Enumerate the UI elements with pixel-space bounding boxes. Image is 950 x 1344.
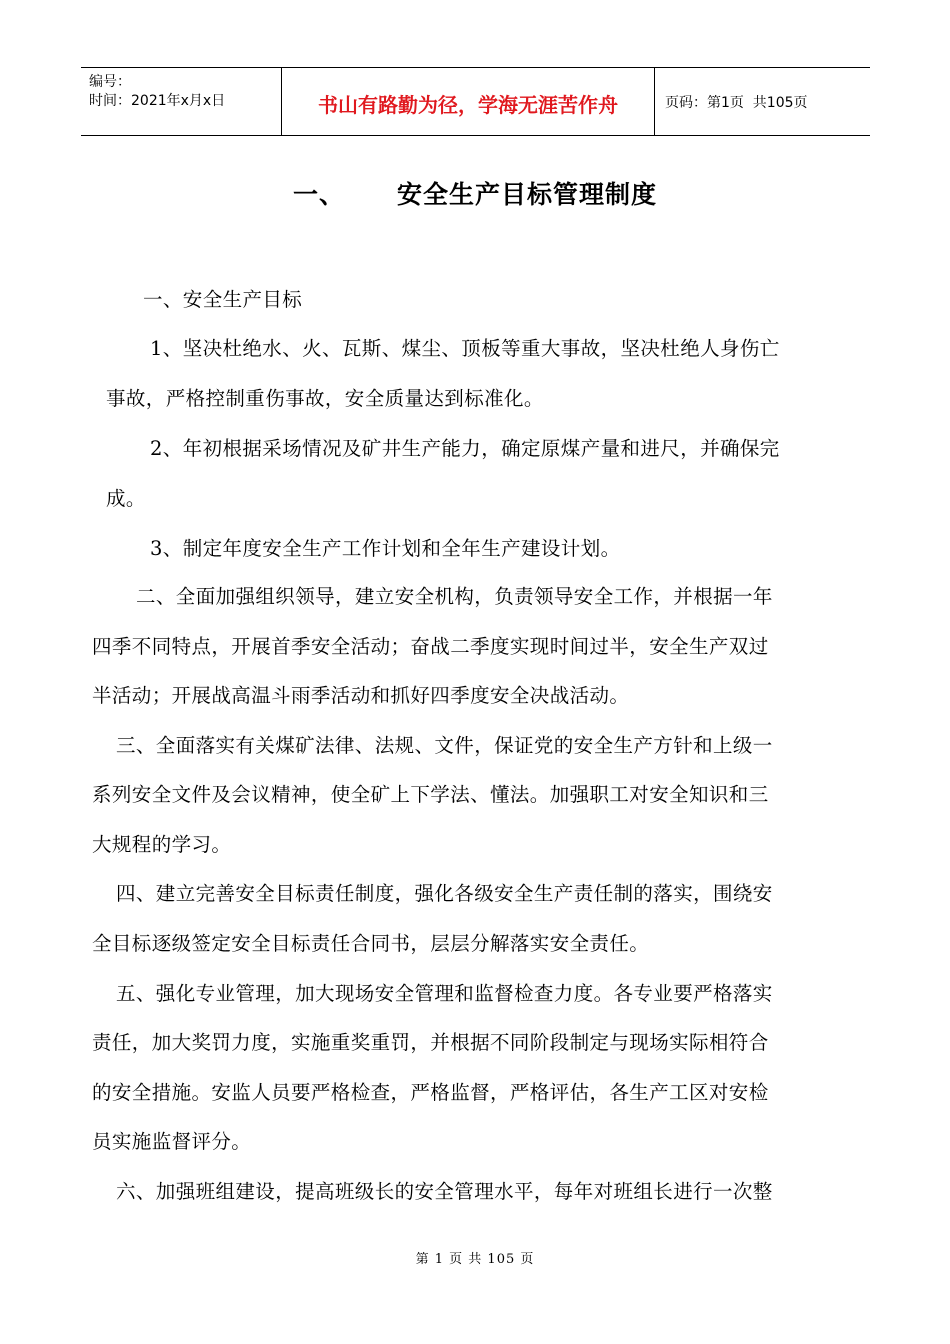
body-line: 六、加强班组建设，提高班级长的安全管理水平，每年对班组长进行一次整	[116, 1180, 773, 1203]
document-title	[0, 175, 950, 211]
header-left-cell	[81, 68, 282, 135]
body-line: 2、年初根据采场情况及矿井生产能力，确定原煤产量和进尺，并确保完	[150, 437, 780, 460]
date-label: 时间：2021年x月x日	[89, 93, 226, 109]
title-text: 安全生产目标管理制度	[397, 180, 658, 209]
body-line: 四季不同特点，开展首季安全活动；奋战二季度实现时间过半，安全生产双过	[92, 635, 769, 658]
body-line: 的安全措施。安监人员要严格检查，严格监督，严格评估，各生产工区对安检	[92, 1081, 769, 1104]
section-heading: 一、安全生产目标	[143, 288, 303, 311]
body-line: 四、建立完善安全目标责任制度，强化各级安全生产责任制的落实，围绕安	[116, 882, 773, 905]
body-line: 大规程的学习。	[92, 833, 232, 856]
serial-number-label: 编号：	[89, 74, 131, 90]
body-line: 五、强化专业管理，加大现场安全管理和监督检查力度。各专业要严格落实	[116, 982, 773, 1005]
header-page-cell	[655, 68, 870, 135]
body-line: 三、全面落实有关煤矿法律、法规、文件，保证党的安全生产方针和上级一	[116, 734, 773, 757]
body-line: 成。	[106, 487, 146, 510]
body-line: 3、制定年度安全生产工作计划和全年生产建设计划。	[150, 537, 621, 560]
page-footer: 第 1 页 共 105 页	[415, 1252, 535, 1267]
body-line: 全目标逐级签定安全目标责任合同书，层层分解落实安全责任。	[92, 932, 650, 955]
body-line: 员实施监督评分。	[92, 1130, 252, 1153]
title-number: 一、	[292, 180, 345, 209]
body-line: 半活动；开展战高温斗雨季活动和抓好四季度安全决战活动。	[92, 684, 630, 707]
body-line: 系列安全文件及会议精神，使全矿上下学法、懂法。加强职工对安全知识和三	[92, 783, 769, 806]
body-line: 二、全面加强组织领导，建立安全机构，负责领导安全工作，并根据一年	[136, 585, 773, 608]
header-table	[81, 67, 870, 136]
header-motto-cell	[282, 68, 655, 135]
body-line: 1、坚决杜绝水、火、瓦斯、煤尘、顶板等重大事故，坚决杜绝人身伤亡	[150, 337, 780, 360]
body-line: 事故，严格控制重伤事故，安全质量达到标准化。	[106, 387, 544, 410]
body-line: 责任，加大奖罚力度，实施重奖重罚，并根据不同阶段制定与现场实际相符合	[92, 1031, 769, 1054]
page-info: 页码：第1页 共105页	[665, 94, 808, 111]
motto-text: 书山有路勤为径，学海无涯苦作舟	[318, 93, 618, 117]
